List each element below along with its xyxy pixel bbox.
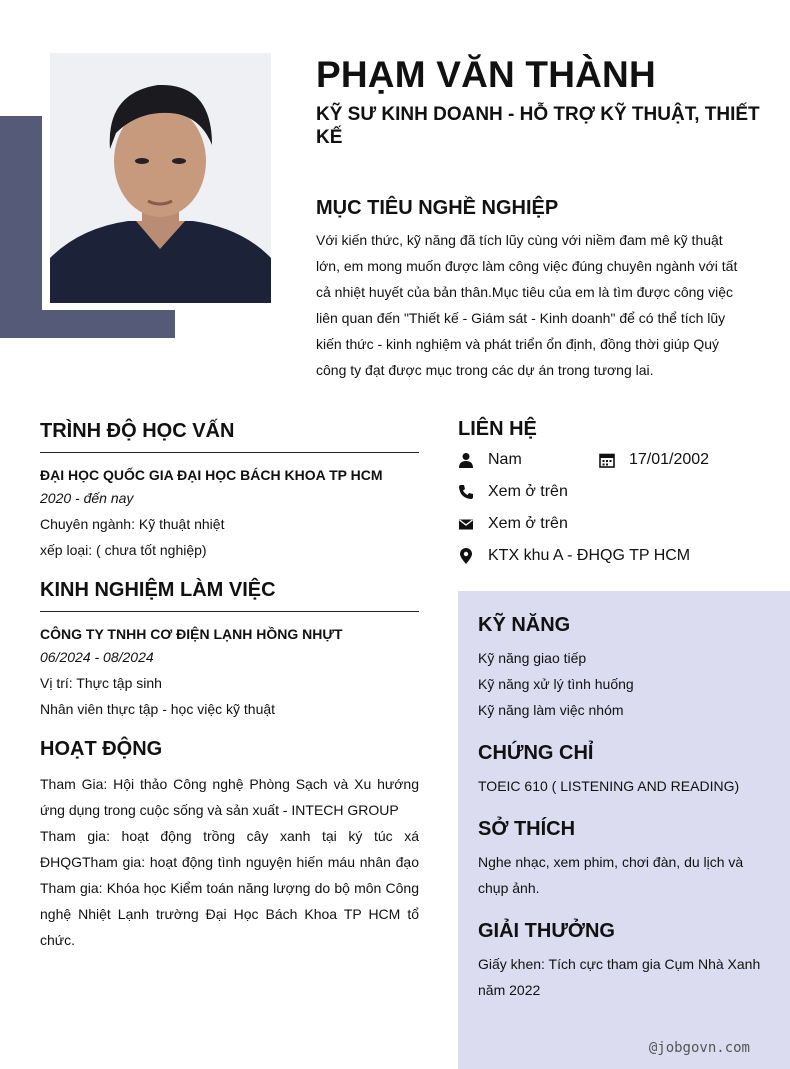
experience-divider <box>40 611 419 612</box>
contact-email <box>458 513 568 535</box>
contact-phone <box>458 481 568 503</box>
profile-photo <box>50 53 271 303</box>
skill-item: Kỹ năng làm việc nhóm <box>478 702 624 718</box>
contact-email-value: Xem ở trên <box>488 515 568 532</box>
certificates-section <box>478 742 768 799</box>
job-title: KỸ SƯ KINH DOANH - HỖ TRỢ KỸ THUẬT, THIẾT KẾ <box>316 104 760 148</box>
watermark: @jobgovn.com <box>648 1040 750 1056</box>
contact-address-value: KTX khu A - ĐHQG TP HCM <box>488 547 691 564</box>
certificates-heading: CHỨNG CHỈ <box>478 742 594 764</box>
contact-birthdate <box>599 449 709 471</box>
education-section <box>40 420 419 563</box>
skill-item: Kỹ năng giao tiếp <box>478 650 587 666</box>
activities-heading: HOẠT ĐỘNG <box>40 738 163 760</box>
hobbies-heading: SỞ THÍCH <box>478 818 576 840</box>
skills-section <box>478 614 768 723</box>
person-icon <box>458 452 474 468</box>
education-school: ĐẠI HỌC QUỐC GIA ĐẠI HỌC BÁCH KHOA TP HCM <box>40 467 383 483</box>
contact-heading: LIÊN HỆ <box>458 418 537 440</box>
experience-heading: KINH NGHIỆM LÀM VIỆC <box>40 579 276 601</box>
education-major: Chuyên ngành: Kỹ thuật nhiệt <box>40 516 225 532</box>
education-dates: 2020 - đến nay <box>40 490 134 506</box>
objective-heading: MỤC TIÊU NGHỀ NGHIỆP <box>316 197 559 219</box>
education-divider <box>40 452 419 453</box>
experience-dates: 06/2024 - 08/2024 <box>40 649 154 665</box>
hobbies-section <box>478 818 768 901</box>
skill-item: Kỹ năng xử lý tình huống <box>478 676 634 692</box>
activity-item: Tham Gia: Hội thảo Công nghệ Phòng Sạch và Xu hướng ứng dụng trong cuộc sống và sản xuất - INTECH GROUP <box>40 776 419 818</box>
experience-section <box>40 579 419 722</box>
awards-section <box>478 920 768 1003</box>
envelope-icon <box>458 516 474 532</box>
contact-gender <box>458 449 522 471</box>
contact-phone-value: Xem ở trên <box>488 483 568 500</box>
contact-address <box>458 545 690 567</box>
phone-icon <box>458 484 474 500</box>
experience-position: Vị trí: Thực tập sinh <box>40 675 162 691</box>
objective-text: Với kiến thức, kỹ năng đã tích lũy cùng với niềm đam mê kỹ thuật lớn, em mong muốn được làm công việc đúng chuyên ngành với tất cả nhiệt huyết của bản thân.Mục tiêu của em là tìm được công việc liên quan đến "Thiết kế - Giám sát - Kinh doanh" để có thể tích lũy kiến thức - kinh nghiệm và phát triển ổn định, đồng thời giúp Quý công ty đạt được mục trong các dự án trong tương lai. <box>316 232 738 378</box>
activities-section <box>40 738 419 953</box>
hobbies-text: Nghe nhạc, xem phim, chơi đàn, du lịch và chụp ảnh. <box>478 854 744 896</box>
location-pin-icon <box>458 548 474 564</box>
awards-heading: GIẢI THƯỞNG <box>478 920 615 942</box>
contact-birthdate-value: 17/01/2002 <box>629 451 710 468</box>
skills-heading: KỸ NĂNG <box>478 614 571 636</box>
education-heading: TRÌNH ĐỘ HỌC VẤN <box>40 420 235 442</box>
experience-description: Nhân viên thực tập - học việc kỹ thuật <box>40 701 276 717</box>
activity-item: Tham gia: hoạt động trồng cây xanh tại ký túc xá ĐHQGTham gia: hoạt động tình nguyện hiến máu nhân đạo Tham gia: Khóa học Kiểm toán năng lượng do bộ môn Công nghệ Nhiệt Lạnh trường Đại Học Bách Khoa TP HCM tổ chức. <box>40 828 419 948</box>
accent-block <box>0 116 42 338</box>
certificate-item: TOEIC 610 ( LISTENING AND READING) <box>478 778 740 794</box>
accent-bar <box>0 310 175 338</box>
candidate-name: PHẠM VĂN THÀNH <box>316 54 656 95</box>
awards-text: Giấy khen: Tích cực tham gia Cụm Nhà Xanh năm 2022 <box>478 956 761 998</box>
contact-gender-value: Nam <box>488 451 522 468</box>
experience-company: CÔNG TY TNHH CƠ ĐIỆN LẠNH HỒNG NHỰT <box>40 626 343 642</box>
calendar-icon <box>599 452 615 468</box>
education-grade: xếp loại: ( chưa tốt nghiệp) <box>40 542 207 558</box>
